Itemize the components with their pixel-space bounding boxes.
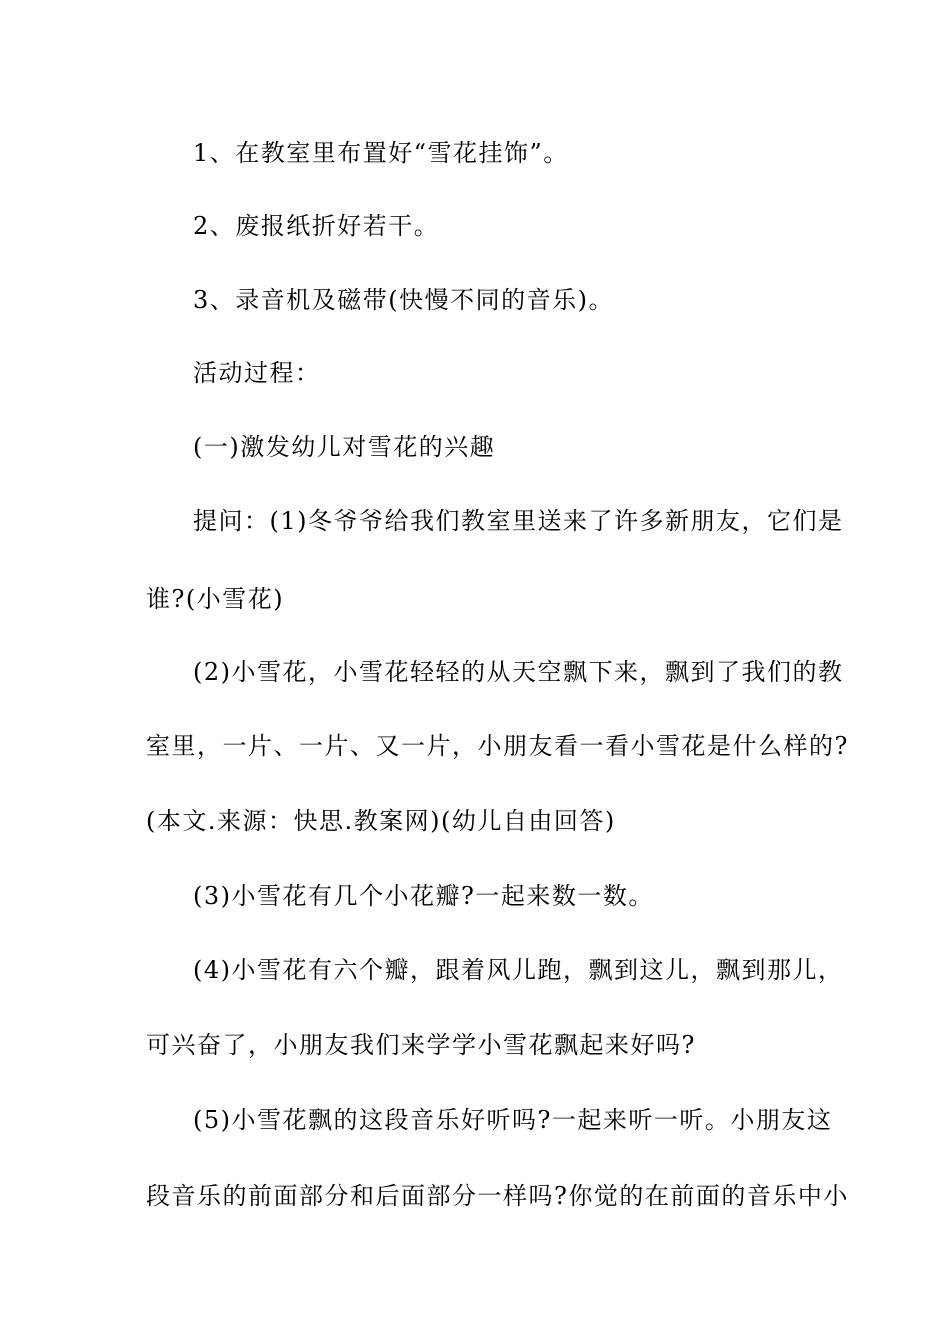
- material-item-2: 2、废报纸折好若干。: [193, 212, 440, 240]
- paragraph-question-4-line-1: (4)小雪花有六个瓣，跟着风儿跑，飘到这儿，飘到那儿，: [193, 956, 844, 984]
- paragraph-question-5-line-1: (5)小雪花飘的这段音乐好听吗?一起来听一听。小朋友这: [193, 1106, 833, 1134]
- material-item-1: 1、在教室里布置好“雪花挂饰”。: [193, 139, 569, 167]
- subsection-heading-1: (一)激发幼儿对雪花的兴趣: [193, 433, 496, 461]
- paragraph-question-3: (3)小雪花有几个小花瓣?一起来数一数。: [193, 882, 654, 910]
- paragraph-question-4-line-2: 可兴奋了，小朋友我们来学学小雪花飘起来好吗?: [146, 1031, 696, 1059]
- paragraph-question-5-line-2: 段音乐的前面部分和后面部分一样吗?你觉的在前面的音乐中小: [146, 1182, 849, 1210]
- paragraph-question-1-line-1: 提问：(1)冬爷爷给我们教室里送来了许多新朋友，它们是: [193, 507, 844, 535]
- paragraph-question-2-line-1: (2)小雪花，小雪花轻轻的从天空飘下来，飘到了我们的教: [193, 658, 844, 686]
- paragraph-question-1-line-2: 谁?(小雪花): [146, 585, 285, 613]
- section-heading-activity-process: 活动过程：: [193, 359, 321, 387]
- paragraph-question-2-line-3: (本文.来源：快思.教案网)(幼儿自由回答): [146, 807, 616, 835]
- material-item-3: 3、录音机及磁带(快慢不同的音乐)。: [193, 286, 614, 314]
- paragraph-question-2-line-2: 室里，一片、一片、又一片，小朋友看一看小雪花是什么样的?: [146, 732, 849, 760]
